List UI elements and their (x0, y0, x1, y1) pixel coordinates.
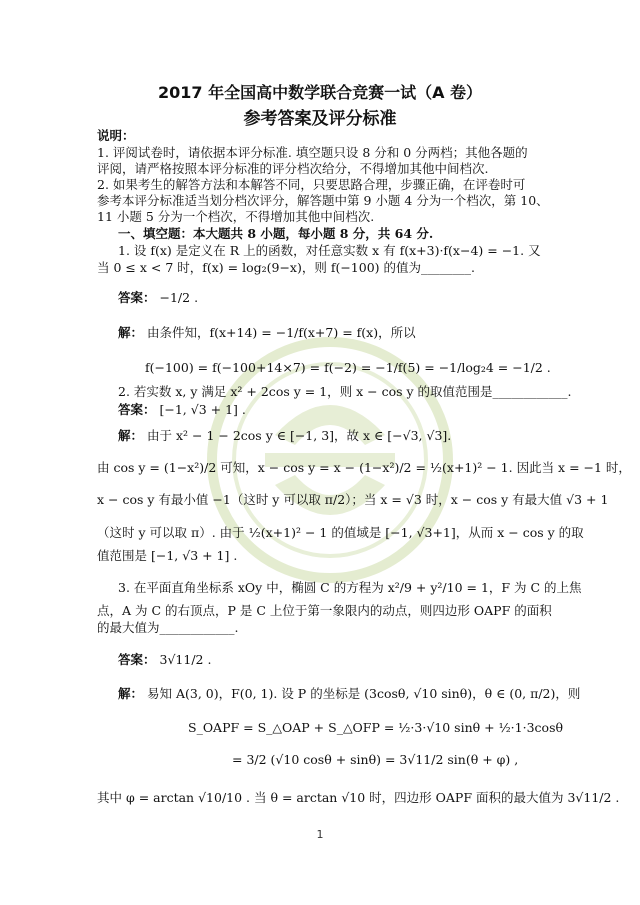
instructions-heading: 说明： (97, 128, 135, 143)
problem-2-solution: x − cos y 有最小值 −1（这时 y 可以取 π/2）；当 x = √3 时，x − cos y 有最大值 √3 + 1 (97, 492, 609, 507)
problem-3-solution: 其中 φ = arctan √10/10 . 当 θ = arctan √10 时，四边形 OAPF 面积的最大值为 3√11/2 . (97, 790, 620, 805)
instruction-line: 1. 评阅试卷时，请依据本评分标准. 填空题只设 8 分和 0 分两档；其他各题的 (97, 145, 528, 160)
problem-3-question: 的最大值为____________. (97, 620, 239, 635)
instruction-line: 2. 如果考生的解答方法和本解答不同，只要思路合理，步骤正确，在评卷时可 (97, 177, 526, 192)
instruction-line: 参考本评分标准适当划分档次评分，解答题中第 9 小题 4 分为一个档次，第 10、 (97, 193, 549, 208)
problem-3-solution: 易知 A(3, 0)，F(0, 1). 设 P 的坐标是 (3cosθ, √10 sinθ)，θ ∈ (0, π/2)，则 (147, 686, 581, 701)
instruction-line: 11 小题 5 分为一个档次，不得增加其他中间档次. (97, 209, 375, 224)
solution-label: 解： (118, 686, 144, 701)
problem-3-solution: = 3/2 (√10 cosθ + sinθ) = 3√11/2 sin(θ + φ) , (232, 752, 519, 767)
page-title: 2017 年全国高中数学联合竞赛一试（A 卷） (157, 83, 483, 102)
problem-2-question: 2. 若实数 x, y 满足 x² + 2cos y = 1，则 x − cos y 的取值范围是____________. (118, 384, 572, 399)
instruction-line: 评阅，请严格按照本评分标准的评分档次给分，不得增加其他中间档次. (97, 161, 489, 176)
problem-1-answer: −1/2 . (159, 290, 199, 305)
problem-3-solution: S_OAPF = S_△OAP + S_△OFP = ½·3·√10 sinθ + ½·1·3cosθ (188, 720, 564, 735)
problem-2-answer: [−1, √3 + 1] . (159, 402, 246, 417)
problem-1-question: 1. 设 f(x) 是定义在 R 上的函数，对任意实数 x 有 f(x+3)·f(x−4) = −1. 又 (118, 243, 541, 258)
page-number: 1 (316, 828, 324, 841)
page-subtitle: 参考答案及评分标准 (243, 109, 397, 129)
problem-1-solution: 由条件知，f(x+14) = −1/f(x+7) = f(x)，所以 (147, 325, 416, 340)
problem-3-question: 点，A 为 C 的右顶点，P 是 C 上位于第一象限内的动点，则四边形 OAPF 的面积 (97, 603, 552, 618)
problem-2-solution: 值范围是 [−1, √3 + 1] . (97, 548, 238, 563)
problem-3-answer: 3√11/2 . (159, 652, 212, 667)
solution-label: 解： (118, 428, 144, 443)
section-heading: 一、填空题：本大题共 8 小题，每小题 8 分，共 64 分. (118, 226, 434, 241)
problem-1-solution: f(−100) = f(−100+14×7) = f(−2) = −1/f(5) = −1/log₂4 = −1/2 . (145, 360, 551, 375)
problem-3-question: 3. 在平面直角坐标系 xOy 中，椭圆 C 的方程为 x²/9 + y²/10 = 1，F 为 C 的上焦 (118, 580, 582, 595)
answer-label: 答案： (118, 402, 156, 417)
answer-label: 答案： (118, 290, 156, 305)
problem-1-question: 当 0 ≤ x < 7 时，f(x) = log₂(9−x)，则 f(−100) 的值为________. (97, 260, 475, 275)
problem-2-solution: （这时 y 可以取 π）. 由于 ½(x+1)² − 1 的值域是 [−1, √3+1]，从而 x − cos y 的取 (97, 525, 584, 540)
problem-2-solution: 由 cos y = (1−x²)/2 可知，x − cos y = x − (1−x²)/2 = ½(x+1)² − 1. 因此当 x = −1 时， (97, 460, 631, 475)
answer-label: 答案： (118, 652, 156, 667)
solution-label: 解： (118, 325, 144, 340)
problem-2-solution: 由于 x² − 1 − 2cos y ∈ [−1, 3]，故 x ∈ [−√3, √3]. (147, 428, 452, 443)
